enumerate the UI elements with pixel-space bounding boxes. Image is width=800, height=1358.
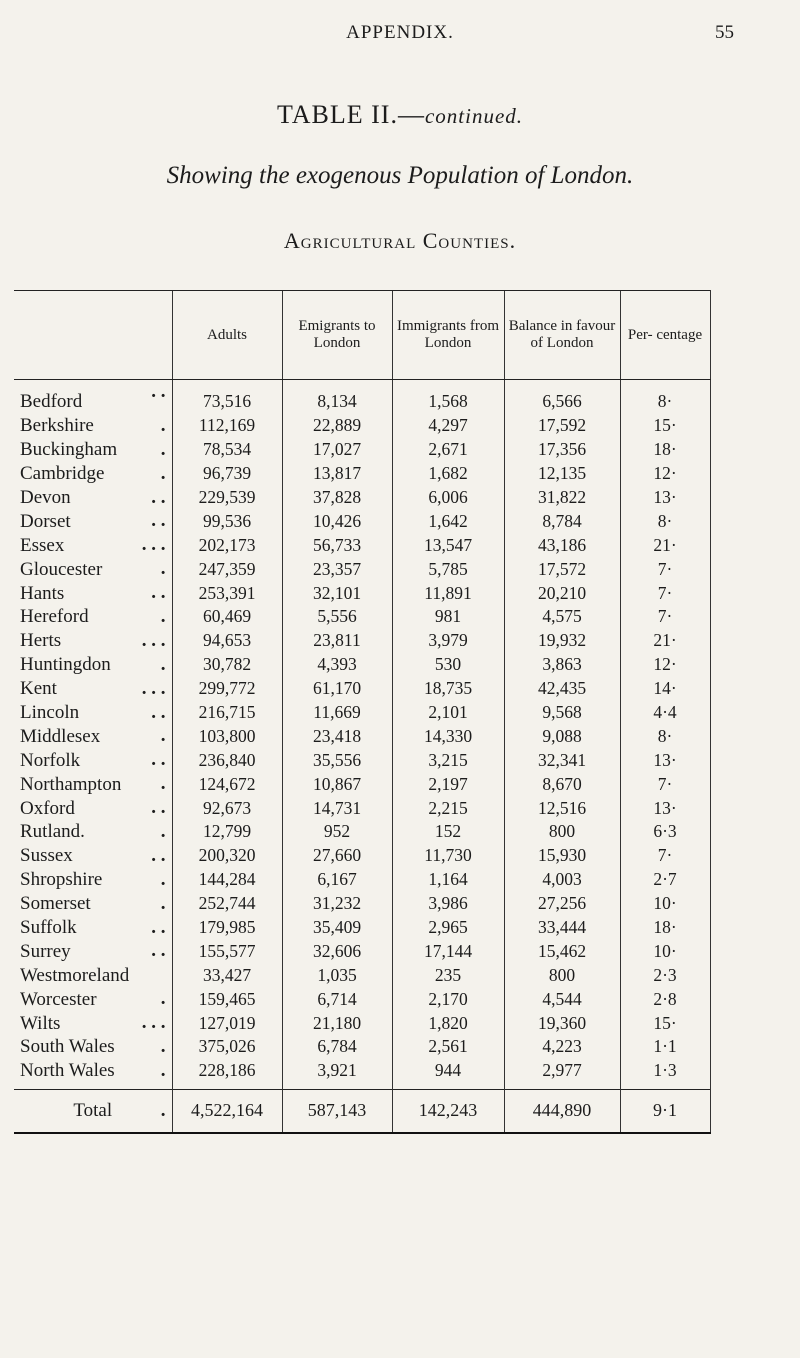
cell-balance: 12,135	[504, 462, 620, 486]
cell-adults: 228,186	[172, 1059, 282, 1089]
cell-percentage: 13·	[620, 748, 710, 772]
table-row	[14, 629, 710, 653]
county-name: Essex	[20, 534, 65, 556]
table-row	[14, 892, 710, 916]
table-row	[14, 581, 710, 605]
cell-emigrants: 952	[282, 820, 392, 844]
cell-percentage: 10·	[620, 939, 710, 963]
cell-percentage: 10·	[620, 892, 710, 916]
cell-immigrants: 1,682	[392, 462, 504, 486]
county-name: Buckingham	[20, 439, 118, 461]
cell-balance: 4,003	[504, 868, 620, 892]
cell-emigrants: 10,867	[282, 772, 392, 796]
cell-county	[14, 892, 172, 916]
cell-immigrants: 2,101	[392, 701, 504, 725]
cell-county	[14, 987, 172, 1011]
header-row	[14, 291, 710, 380]
total-emigrants: 587,143	[282, 1089, 392, 1133]
cell-adults: 112,169	[172, 414, 282, 438]
cell-balance: 17,356	[504, 438, 620, 462]
table-title	[0, 100, 800, 130]
leader-dots: . .	[151, 916, 166, 938]
table-row	[14, 462, 710, 486]
cell-emigrants: 32,101	[282, 581, 392, 605]
cell-adults: 33,427	[172, 963, 282, 987]
table-row	[14, 724, 710, 748]
cell-county	[14, 939, 172, 963]
leader-dots: .	[160, 606, 166, 628]
cell-emigrants: 11,669	[282, 701, 392, 725]
cell-adults: 124,672	[172, 772, 282, 796]
cell-adults: 99,536	[172, 509, 282, 533]
county-name: Sussex	[20, 845, 73, 867]
cell-county	[14, 380, 172, 414]
total-leader-dots: .	[160, 1099, 166, 1121]
cell-percentage: 21·	[620, 533, 710, 557]
cell-adults: 78,534	[172, 438, 282, 462]
leader-dots: . . .	[141, 534, 166, 556]
cell-emigrants: 4,393	[282, 653, 392, 677]
table-title-main: TABLE II.—	[276, 100, 425, 129]
cell-emigrants: 5,556	[282, 605, 392, 629]
table-row	[14, 868, 710, 892]
table-subtitle: Showing the exogenous Population of London.	[166, 162, 634, 189]
cell-balance: 9,088	[504, 724, 620, 748]
page-number: 55	[715, 22, 734, 43]
cell-emigrants: 6,167	[282, 868, 392, 892]
cell-adults: 12,799	[172, 820, 282, 844]
county-name: Worcester	[20, 988, 97, 1010]
table-row	[14, 605, 710, 629]
header-county	[14, 291, 172, 380]
table-row	[14, 772, 710, 796]
cell-percentage: 7·	[620, 605, 710, 629]
cell-percentage: 7·	[620, 581, 710, 605]
cell-emigrants: 23,418	[282, 724, 392, 748]
county-name: Bedford	[20, 391, 83, 413]
table-row	[14, 939, 710, 963]
cell-percentage: 12·	[620, 462, 710, 486]
county-name: Dorset	[20, 510, 71, 532]
cell-adults: 229,539	[172, 486, 282, 510]
leader-dots: .	[160, 1059, 166, 1081]
cell-balance: 4,223	[504, 1035, 620, 1059]
table-body	[14, 380, 710, 1090]
table-row	[14, 916, 710, 940]
cell-immigrants: 2,965	[392, 916, 504, 940]
leader-dots: .	[160, 653, 166, 675]
county-name: Middlesex	[20, 725, 101, 747]
cell-percentage: 14·	[620, 677, 710, 701]
county-name: Suffolk	[20, 917, 77, 939]
table-row	[14, 653, 710, 677]
cell-emigrants: 21,180	[282, 1011, 392, 1035]
county-name: Somerset	[20, 893, 91, 915]
cell-percentage: 18·	[620, 438, 710, 462]
leader-dots: .	[160, 725, 166, 747]
cell-balance: 4,544	[504, 987, 620, 1011]
cell-immigrants: 1,642	[392, 509, 504, 533]
population-table	[14, 290, 711, 1134]
cell-percentage: 13·	[620, 486, 710, 510]
cell-county	[14, 868, 172, 892]
cell-adults: 200,320	[172, 844, 282, 868]
cell-county	[14, 533, 172, 557]
county-name: Westmoreland	[20, 964, 130, 986]
cell-adults: 144,284	[172, 868, 282, 892]
cell-percentage: 8·	[620, 724, 710, 748]
county-name: Lincoln	[20, 702, 80, 724]
cell-adults: 252,744	[172, 892, 282, 916]
cell-county	[14, 557, 172, 581]
leader-dots: . . .	[141, 629, 166, 651]
running-title: APPENDIX.	[346, 22, 454, 43]
cell-percentage: 2·8	[620, 987, 710, 1011]
cell-balance: 27,256	[504, 892, 620, 916]
cell-immigrants: 5,785	[392, 557, 504, 581]
cell-adults: 103,800	[172, 724, 282, 748]
cell-percentage: 13·	[620, 796, 710, 820]
cell-emigrants: 6,714	[282, 987, 392, 1011]
cell-balance: 12,516	[504, 796, 620, 820]
table-footer	[14, 1089, 710, 1133]
cell-immigrants: 530	[392, 653, 504, 677]
leader-dots: .	[160, 462, 166, 484]
cell-balance: 8,784	[504, 509, 620, 533]
county-name: Shropshire	[20, 869, 103, 891]
cell-county	[14, 772, 172, 796]
cell-immigrants: 235	[392, 963, 504, 987]
table-row	[14, 796, 710, 820]
cell-county	[14, 677, 172, 701]
county-name: Wilts	[20, 1012, 61, 1034]
cell-immigrants: 17,144	[392, 939, 504, 963]
cell-adults: 127,019	[172, 1011, 282, 1035]
cell-balance: 32,341	[504, 748, 620, 772]
leader-dots: . .	[151, 582, 166, 604]
cell-immigrants: 2,671	[392, 438, 504, 462]
cell-balance: 19,360	[504, 1011, 620, 1035]
table-row	[14, 414, 710, 438]
cell-immigrants: 944	[392, 1059, 504, 1089]
cell-immigrants: 3,979	[392, 629, 504, 653]
county-name: Kent	[20, 678, 57, 700]
table-title-continued: continued.	[424, 104, 524, 128]
cell-emigrants: 37,828	[282, 486, 392, 510]
total-immigrants: 142,243	[392, 1089, 504, 1133]
cell-balance: 6,566	[504, 380, 620, 414]
county-name: Gloucester	[20, 558, 103, 580]
leader-dots: . .	[151, 486, 166, 508]
county-name: Herts	[20, 630, 62, 652]
cell-county	[14, 1011, 172, 1035]
cell-balance: 800	[504, 820, 620, 844]
county-name: Hants	[20, 582, 65, 604]
cell-adults: 30,782	[172, 653, 282, 677]
leader-dots: .	[160, 868, 166, 890]
total-balance: 444,890	[504, 1089, 620, 1133]
table-row	[14, 677, 710, 701]
cell-emigrants: 10,426	[282, 509, 392, 533]
county-name: Rutland.	[20, 821, 85, 843]
cell-percentage: 7·	[620, 557, 710, 581]
county-name: North Wales	[20, 1060, 115, 1082]
cell-county	[14, 1059, 172, 1089]
table-row	[14, 987, 710, 1011]
cell-county	[14, 701, 172, 725]
header-immigrants: Immigrants from London	[392, 291, 504, 380]
cell-immigrants: 3,986	[392, 892, 504, 916]
leader-dots: .	[160, 821, 166, 843]
cell-county	[14, 629, 172, 653]
leader-dots: .	[160, 988, 166, 1010]
cell-balance: 9,568	[504, 701, 620, 725]
county-name: Devon	[20, 487, 71, 508]
cell-balance: 2,977	[504, 1059, 620, 1089]
cell-adults: 299,772	[172, 677, 282, 701]
cell-percentage: 2·3	[620, 963, 710, 987]
cell-adults: 247,359	[172, 557, 282, 581]
cell-county	[14, 724, 172, 748]
cell-balance: 20,210	[504, 581, 620, 605]
header-emigrants: Emigrants to London	[282, 291, 392, 380]
table-row	[14, 533, 710, 557]
cell-balance: 43,186	[504, 533, 620, 557]
leader-dots: .	[160, 892, 166, 914]
cell-adults: 253,391	[172, 581, 282, 605]
cell-percentage: 18·	[620, 916, 710, 940]
cell-county	[14, 820, 172, 844]
cell-county	[14, 1035, 172, 1059]
cell-adults: 159,465	[172, 987, 282, 1011]
table-row	[14, 557, 710, 581]
cell-percentage: 4·4	[620, 701, 710, 725]
cell-immigrants: 981	[392, 605, 504, 629]
table-row	[14, 380, 710, 414]
cell-emigrants: 35,556	[282, 748, 392, 772]
cell-immigrants: 1,568	[392, 380, 504, 414]
cell-immigrants: 2,170	[392, 987, 504, 1011]
cell-county	[14, 796, 172, 820]
cell-balance: 15,930	[504, 844, 620, 868]
cell-immigrants: 1,820	[392, 1011, 504, 1035]
cell-county	[14, 844, 172, 868]
cell-county	[14, 748, 172, 772]
cell-emigrants: 61,170	[282, 677, 392, 701]
cell-percentage: 6·3	[620, 820, 710, 844]
cell-county	[14, 581, 172, 605]
cell-percentage: 8·	[620, 509, 710, 533]
total-label: Total	[73, 1099, 113, 1121]
cell-immigrants: 11,730	[392, 844, 504, 868]
header-percentage: Per- centage	[620, 291, 710, 380]
leader-dots: . .	[151, 940, 166, 962]
cell-adults: 236,840	[172, 748, 282, 772]
county-name: Oxford	[20, 797, 75, 819]
table-row	[14, 963, 710, 987]
cell-immigrants: 1,164	[392, 868, 504, 892]
cell-balance: 42,435	[504, 677, 620, 701]
cell-adults: 96,739	[172, 462, 282, 486]
cell-immigrants: 6,006	[392, 486, 504, 510]
cell-emigrants: 13,817	[282, 462, 392, 486]
cell-emigrants: 6,784	[282, 1035, 392, 1059]
cell-emigrants: 32,606	[282, 939, 392, 963]
cell-adults: 216,715	[172, 701, 282, 725]
cell-percentage: 1·1	[620, 1035, 710, 1059]
county-name: Berkshire	[20, 415, 94, 437]
county-name: Huntingdon	[20, 654, 111, 676]
leader-dots: . .	[151, 701, 166, 723]
cell-emigrants: 27,660	[282, 844, 392, 868]
cell-immigrants: 14,330	[392, 724, 504, 748]
cell-emigrants: 8,134	[282, 380, 392, 414]
leader-dots: .	[160, 438, 166, 460]
cell-balance: 19,932	[504, 629, 620, 653]
running-head	[0, 22, 800, 52]
cell-balance: 3,863	[504, 653, 620, 677]
cell-emigrants: 31,232	[282, 892, 392, 916]
leader-dots: . .	[151, 381, 166, 402]
cell-immigrants: 13,547	[392, 533, 504, 557]
leader-dots: . .	[151, 797, 166, 819]
cell-balance: 17,572	[504, 557, 620, 581]
table-row	[14, 509, 710, 533]
county-name: Surrey	[20, 940, 71, 962]
leader-dots: .	[160, 558, 166, 580]
cell-balance: 4,575	[504, 605, 620, 629]
table-row	[14, 844, 710, 868]
table-row	[14, 1059, 710, 1089]
leader-dots: .	[160, 414, 166, 436]
total-row	[14, 1089, 710, 1133]
cell-adults: 202,173	[172, 533, 282, 557]
cell-county	[14, 916, 172, 940]
total-label-cell	[14, 1089, 172, 1133]
cell-immigrants: 3,215	[392, 748, 504, 772]
cell-county	[14, 438, 172, 462]
cell-percentage: 12·	[620, 653, 710, 677]
total-percentage: 9·1	[620, 1089, 710, 1133]
cell-immigrants: 4,297	[392, 414, 504, 438]
table-header	[14, 291, 710, 380]
cell-percentage: 1·3	[620, 1059, 710, 1089]
cell-balance: 800	[504, 963, 620, 987]
table-row	[14, 486, 710, 510]
county-name: Norfolk	[20, 749, 81, 771]
cell-immigrants: 2,561	[392, 1035, 504, 1059]
cell-adults: 73,516	[172, 380, 282, 414]
cell-adults: 94,653	[172, 629, 282, 653]
cell-county	[14, 605, 172, 629]
cell-adults: 92,673	[172, 796, 282, 820]
cell-percentage: 2·7	[620, 868, 710, 892]
cell-emigrants: 56,733	[282, 533, 392, 557]
total-adults: 4,522,164	[172, 1089, 282, 1133]
cell-county	[14, 509, 172, 533]
cell-percentage: 7·	[620, 844, 710, 868]
header-adults: Adults	[172, 291, 282, 380]
cell-county	[14, 462, 172, 486]
cell-percentage: 8·	[620, 380, 710, 414]
cell-emigrants: 22,889	[282, 414, 392, 438]
cell-emigrants: 14,731	[282, 796, 392, 820]
cell-emigrants: 23,357	[282, 557, 392, 581]
leader-dots: . . .	[141, 677, 166, 699]
leader-dots: . .	[151, 510, 166, 532]
county-name: South Wales	[20, 1036, 115, 1058]
cell-balance: 15,462	[504, 939, 620, 963]
leader-dots: .	[160, 1036, 166, 1058]
county-name: Hereford	[20, 606, 89, 628]
cell-adults: 155,577	[172, 939, 282, 963]
cell-balance: 8,670	[504, 772, 620, 796]
cell-county	[14, 486, 172, 510]
cell-percentage: 7·	[620, 772, 710, 796]
section-heading: Agricultural Counties.	[283, 228, 517, 253]
county-name: Cambridge	[20, 463, 105, 485]
table-row	[14, 438, 710, 462]
cell-emigrants: 1,035	[282, 963, 392, 987]
county-name: Northampton	[20, 773, 122, 795]
cell-balance: 33,444	[504, 916, 620, 940]
cell-emigrants: 23,811	[282, 629, 392, 653]
cell-balance: 31,822	[504, 486, 620, 510]
cell-emigrants: 35,409	[282, 916, 392, 940]
cell-percentage: 15·	[620, 414, 710, 438]
table-row	[14, 1035, 710, 1059]
leader-dots: . .	[151, 844, 166, 866]
cell-percentage: 15·	[620, 1011, 710, 1035]
cell-adults: 375,026	[172, 1035, 282, 1059]
leader-dots: .	[160, 773, 166, 795]
table-row	[14, 1011, 710, 1035]
cell-county	[14, 414, 172, 438]
header-balance: Balance in favour of London	[504, 291, 620, 380]
table-row	[14, 748, 710, 772]
cell-immigrants: 152	[392, 820, 504, 844]
cell-emigrants: 3,921	[282, 1059, 392, 1089]
cell-adults: 179,985	[172, 916, 282, 940]
cell-immigrants: 2,215	[392, 796, 504, 820]
leader-dots: . .	[151, 749, 166, 771]
table-row	[14, 701, 710, 725]
cell-immigrants: 2,197	[392, 772, 504, 796]
table-row	[14, 820, 710, 844]
cell-county	[14, 653, 172, 677]
cell-immigrants: 11,891	[392, 581, 504, 605]
cell-emigrants: 17,027	[282, 438, 392, 462]
leader-dots: . . .	[141, 1012, 166, 1034]
cell-immigrants: 18,735	[392, 677, 504, 701]
cell-adults: 60,469	[172, 605, 282, 629]
cell-county	[14, 963, 172, 987]
cell-percentage: 21·	[620, 629, 710, 653]
cell-balance: 17,592	[504, 414, 620, 438]
